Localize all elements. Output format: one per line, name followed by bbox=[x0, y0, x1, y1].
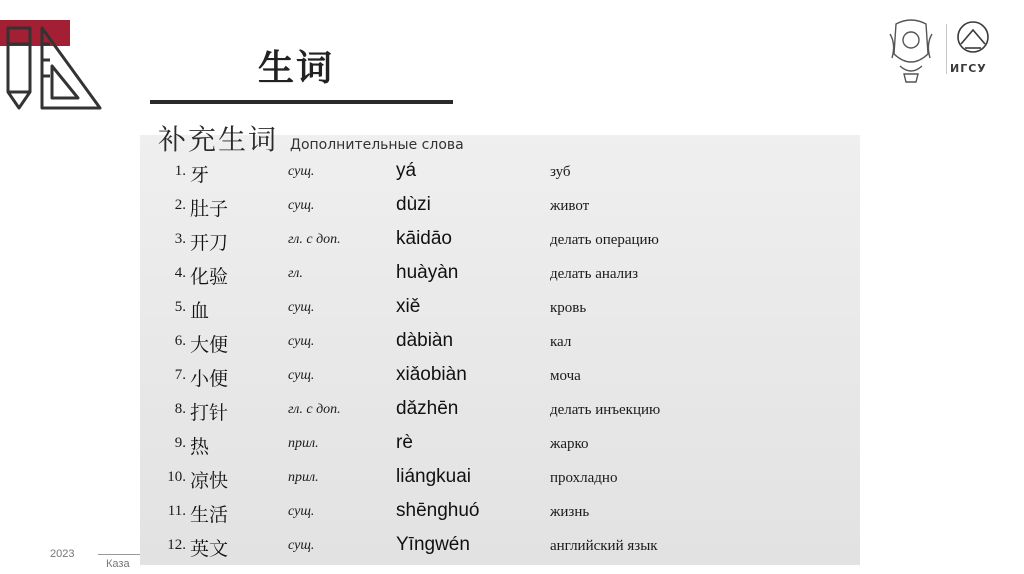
translation: делать инъекцию bbox=[550, 402, 661, 418]
row-number: 3. bbox=[174, 231, 186, 247]
translation: английский язык bbox=[550, 538, 658, 554]
part-of-speech: сущ. bbox=[288, 334, 315, 349]
pinyin: kāidāo bbox=[396, 228, 452, 249]
hanzi: 热 bbox=[190, 436, 210, 458]
row-number: 10. bbox=[167, 469, 186, 485]
part-of-speech: сущ. bbox=[288, 538, 315, 553]
pinyin: shēnghuó bbox=[396, 500, 480, 521]
vocab-row bbox=[0, 191, 1024, 221]
vocab-heading bbox=[158, 118, 464, 158]
part-of-speech: сущ. bbox=[288, 504, 315, 519]
hanzi: 牙 bbox=[190, 164, 210, 186]
vocab-row bbox=[0, 225, 1024, 255]
vocab-row bbox=[0, 497, 1024, 527]
row-number: 6. bbox=[174, 333, 186, 349]
row-number: 11. bbox=[167, 503, 186, 519]
translation: жизнь bbox=[550, 504, 590, 520]
pinyin: huàyàn bbox=[396, 262, 459, 283]
part-of-speech: сущ. bbox=[288, 368, 315, 383]
igsu-logo-text: ИГСУ bbox=[950, 62, 987, 75]
part-of-speech: прил. bbox=[288, 436, 319, 451]
vocab-row bbox=[0, 395, 1024, 425]
row-number: 8. bbox=[174, 401, 186, 417]
translation: кал bbox=[550, 334, 572, 350]
hanzi: 生活 bbox=[190, 504, 229, 526]
pinyin: liángkuai bbox=[396, 466, 471, 487]
vocab-row bbox=[0, 259, 1024, 289]
hanzi: 大便 bbox=[190, 334, 229, 356]
vocab-row bbox=[0, 293, 1024, 323]
pinyin: xiǎobiàn bbox=[396, 364, 467, 385]
pinyin: xiě bbox=[396, 296, 421, 317]
vocab-row bbox=[0, 429, 1024, 459]
vocab-row bbox=[0, 361, 1024, 391]
row-number: 4. bbox=[174, 265, 186, 281]
heading-russian: Дополнительные слова bbox=[290, 137, 464, 153]
title-underline bbox=[150, 100, 453, 104]
pinyin: dàbiàn bbox=[396, 330, 454, 351]
pinyin: yá bbox=[396, 160, 417, 181]
part-of-speech: прил. bbox=[288, 470, 319, 485]
part-of-speech: сущ. bbox=[288, 300, 315, 315]
row-number: 9. bbox=[174, 435, 186, 451]
university-emblem-icon bbox=[886, 14, 936, 90]
part-of-speech: гл. bbox=[288, 266, 303, 281]
vocab-row bbox=[0, 531, 1024, 561]
hanzi: 小便 bbox=[190, 368, 229, 390]
row-number: 2. bbox=[174, 197, 186, 213]
translation: живот bbox=[550, 198, 590, 214]
pinyin: dùzi bbox=[396, 194, 431, 215]
logo-divider bbox=[946, 24, 947, 74]
pinyin: rè bbox=[396, 432, 413, 453]
row-number: 1. bbox=[174, 163, 186, 179]
vocab-row bbox=[0, 463, 1024, 493]
translation: прохладно bbox=[550, 470, 618, 486]
translation: делать анализ bbox=[550, 266, 639, 282]
translation: жарко bbox=[550, 436, 589, 452]
row-number: 7. bbox=[174, 367, 186, 383]
heading-chinese: 补充生词 bbox=[158, 123, 279, 156]
translation: моча bbox=[550, 368, 581, 384]
hanzi: 凉快 bbox=[190, 470, 229, 492]
hanzi: 英文 bbox=[190, 538, 229, 560]
translation: делать операцию bbox=[550, 232, 659, 248]
hanzi: 开刀 bbox=[190, 232, 229, 254]
footer-line bbox=[98, 554, 140, 555]
pinyin: Yīngwén bbox=[396, 534, 470, 555]
slide-title: 生词 bbox=[258, 48, 335, 89]
part-of-speech: сущ. bbox=[288, 164, 315, 179]
translation: зуб bbox=[550, 164, 571, 180]
footer-text: Каза bbox=[106, 558, 130, 570]
row-number: 12. bbox=[167, 537, 186, 553]
part-of-speech: гл. с доп. bbox=[288, 402, 341, 417]
part-of-speech: гл. с доп. bbox=[288, 232, 341, 247]
hanzi: 化验 bbox=[190, 266, 229, 288]
ruler-triangle-icon bbox=[0, 14, 110, 114]
vocab-row bbox=[0, 327, 1024, 357]
hanzi: 肚子 bbox=[190, 198, 229, 220]
hanzi: 打针 bbox=[190, 402, 229, 424]
pinyin: dǎzhēn bbox=[396, 398, 459, 419]
translation: кровь bbox=[550, 300, 587, 316]
hanzi: 血 bbox=[190, 300, 210, 322]
globe-icon bbox=[956, 20, 990, 54]
row-number: 5. bbox=[174, 299, 186, 315]
logo-group bbox=[886, 14, 1006, 90]
footer-year: 2023 bbox=[50, 548, 75, 560]
vocab-row bbox=[0, 157, 1024, 187]
part-of-speech: сущ. bbox=[288, 198, 315, 213]
